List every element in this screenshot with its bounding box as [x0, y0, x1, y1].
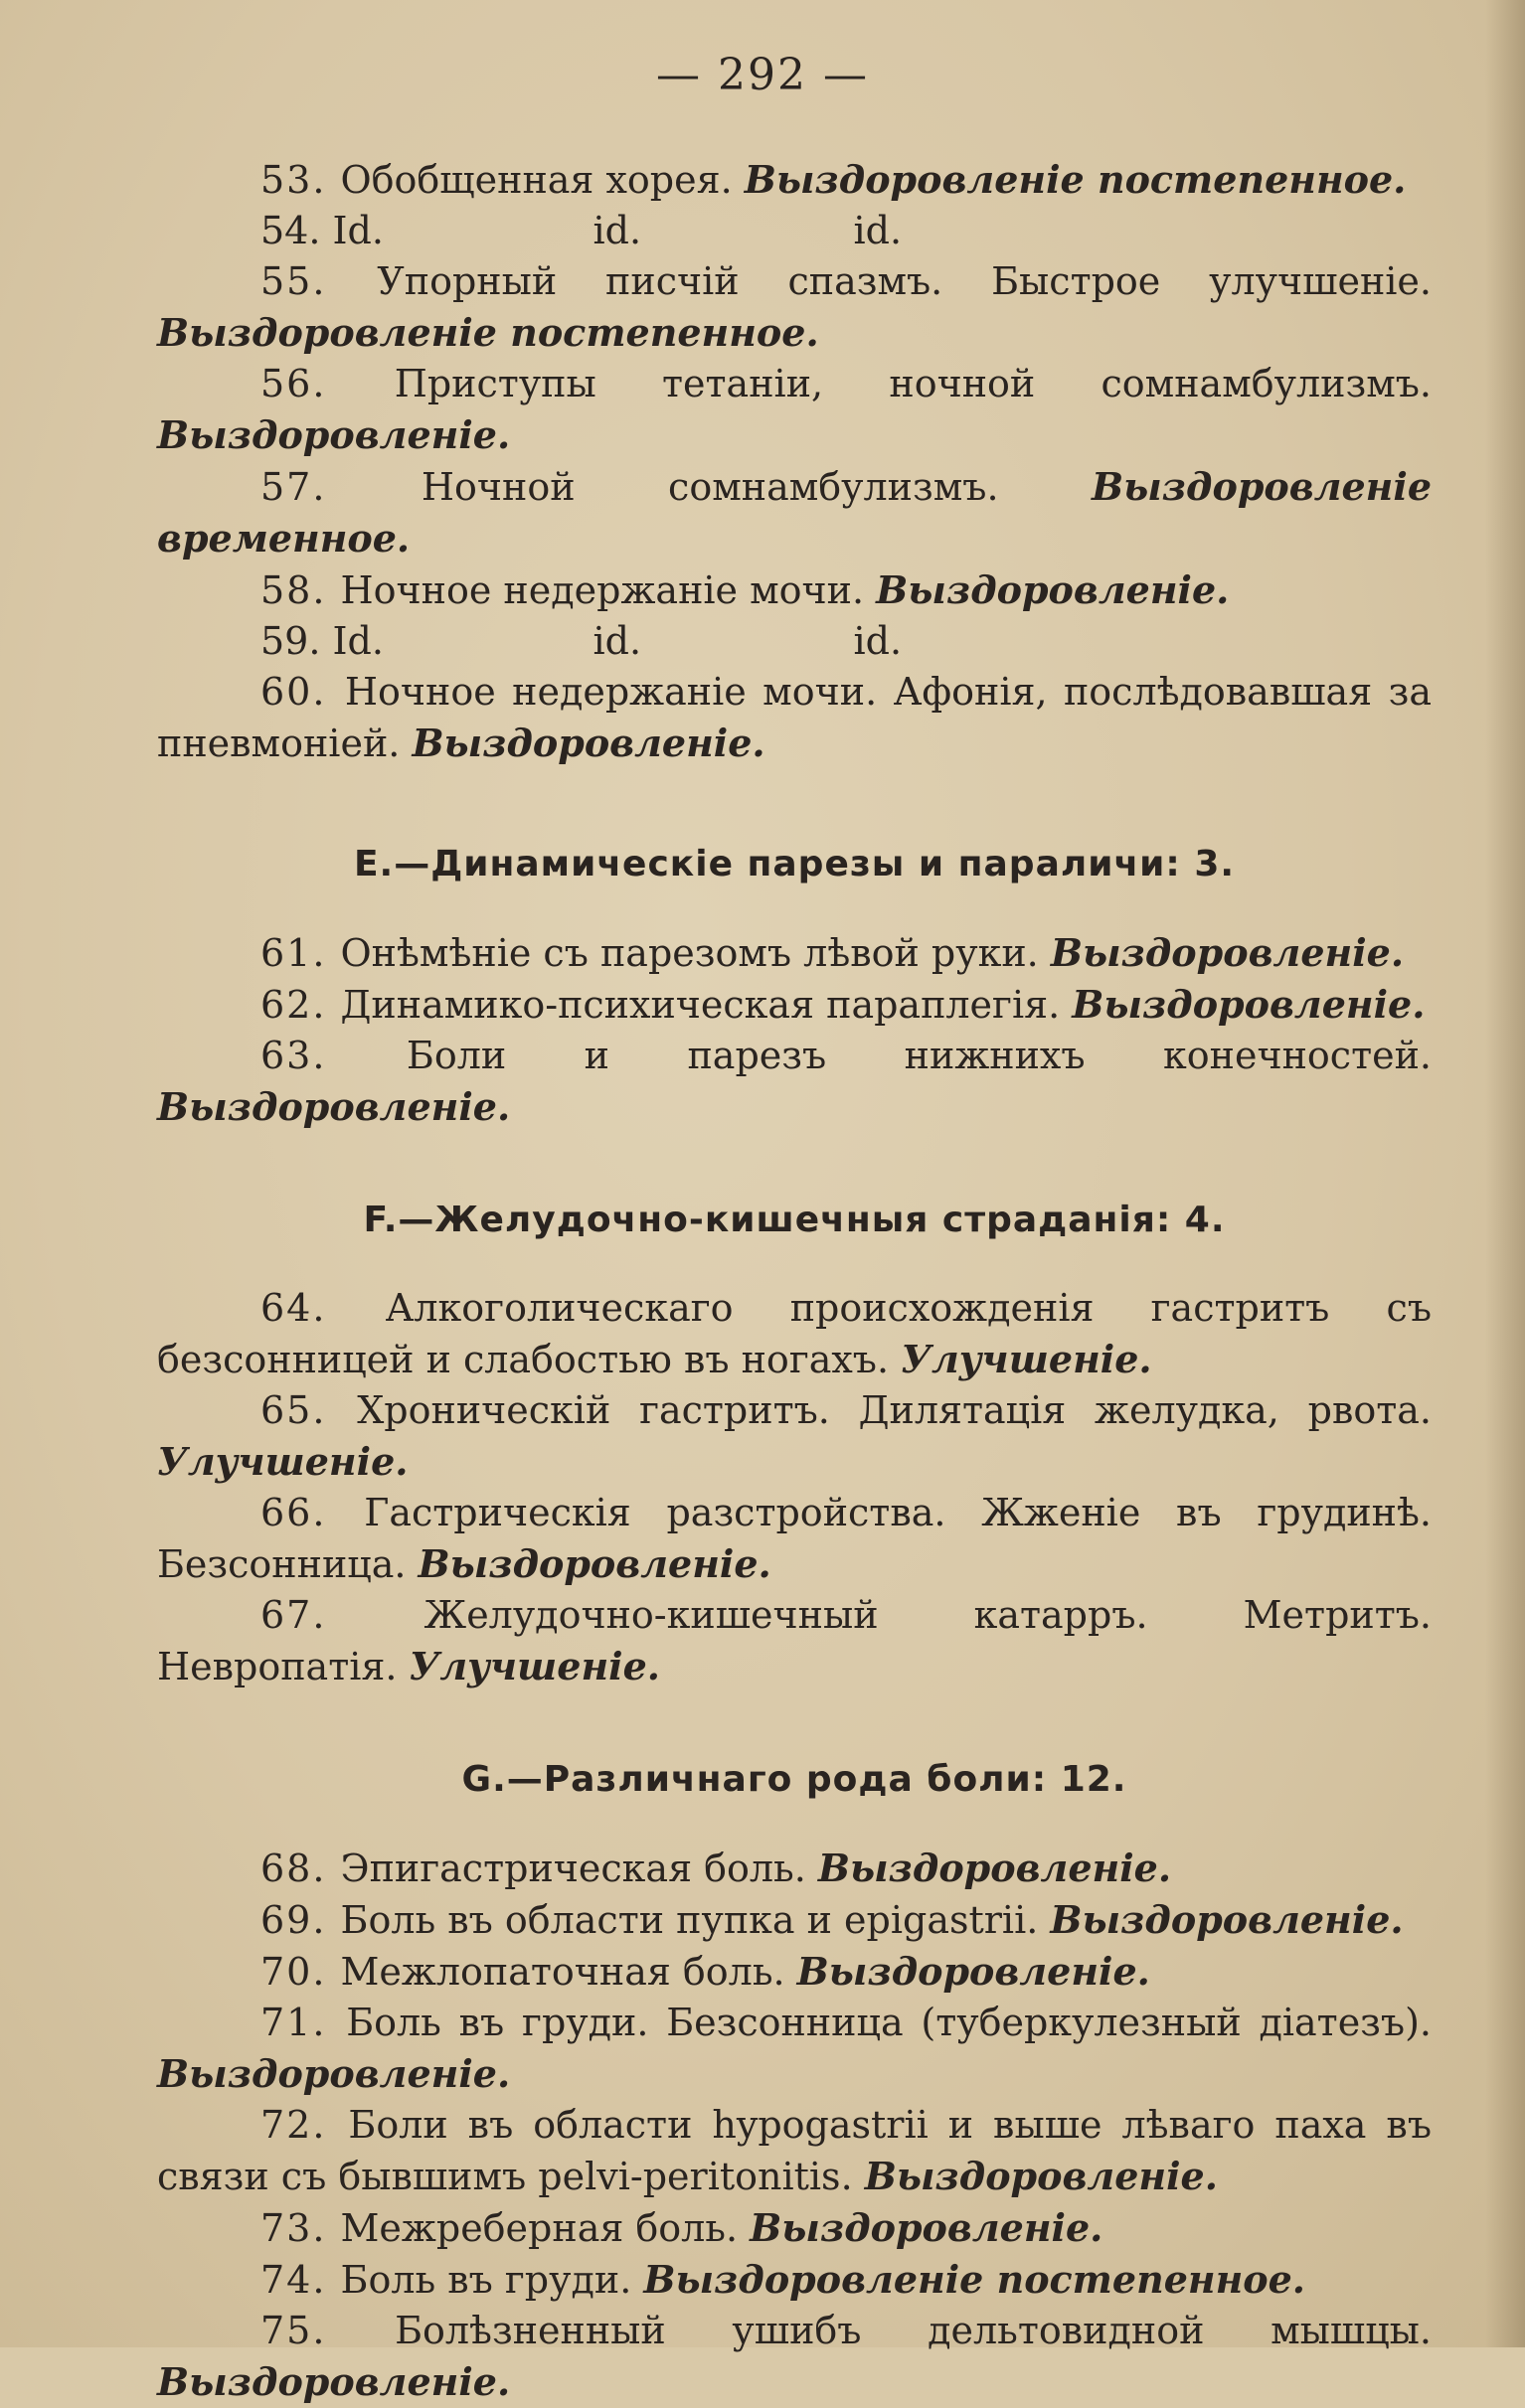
entry-id-row	[260, 206, 1432, 256]
entry-number: 71.	[260, 2001, 347, 2044]
entry-outcome: Выздоровленіе.	[817, 1846, 1172, 1890]
entry	[157, 2254, 1432, 2306]
entry-number: 68.	[260, 1846, 341, 1890]
entry-number: 75.	[260, 2309, 396, 2352]
entry-text: Онѣмѣніе съ парезомъ лѣвой руки.	[340, 931, 1051, 975]
entry-text: Хроническій гастритъ. Дилятація желудка, рвота.	[357, 1388, 1432, 1432]
entry	[157, 1894, 1432, 1946]
entry-text: Боли въ области hypogastrii и выше лѣваго паха въ связи съ бывшимъ pelvi-peritonitis.	[157, 2103, 1432, 2198]
entry	[157, 1385, 1432, 1488]
entries-top	[157, 154, 1432, 769]
entry	[157, 256, 1432, 359]
entry	[157, 1946, 1432, 1998]
entry-text: Боль въ груди. Безсонница (туберкулезный діатезъ).	[346, 2001, 1432, 2044]
entry-id-mark: id.	[853, 209, 903, 252]
entry	[157, 1590, 1432, 1692]
entry	[157, 1283, 1432, 1385]
entry-number: 55.	[260, 259, 378, 303]
entry-text: Болѣзненный ушибъ дельтовидной мышцы.	[395, 2309, 1432, 2352]
entry-text: Желудочно-кишечный катарръ. Метритъ. Невропатія.	[157, 1593, 1432, 1688]
entry-number: 62.	[260, 983, 341, 1027]
entry-text: Динамико-психическая параплегія.	[340, 983, 1073, 1027]
entry-number: 65.	[260, 1388, 358, 1432]
section-heading-g: G.—Различнаго рода боли: 12.	[461, 1759, 1127, 1800]
entries-section-g	[157, 1843, 1432, 2408]
entry	[157, 2306, 1432, 2408]
entry-number: 66.	[260, 1491, 365, 1534]
entry-outcome: Выздоровленіе.	[1072, 982, 1426, 1027]
entry-outcome: Выздоровленіе.	[157, 2051, 511, 2096]
entry-text: Приступы тетаніи, ночной сомнамбулизмъ.	[394, 362, 1433, 405]
entry-outcome: Выздоровленіе.	[157, 2359, 511, 2404]
entry-outcome: Выздоровленіе.	[864, 2154, 1218, 2198]
entry-outcome: Улучшеніе.	[901, 1337, 1152, 1381]
entry-number: 67.	[260, 1593, 424, 1637]
entry-id-mark: Id.	[332, 209, 384, 252]
entry	[157, 927, 1432, 979]
entry-text: Ночное недержаніе мочи. Афонія, послѣдовавшая за пневмоніей.	[157, 670, 1432, 765]
entry-number: 54.	[260, 209, 333, 252]
entry-text: Межлопаточная боль.	[340, 1950, 797, 1994]
entry-number: 63.	[260, 1034, 407, 1077]
entry	[157, 1998, 1432, 2100]
entry-outcome: Выздоровленіе.	[1050, 930, 1405, 975]
entry-outcome: Выздоровленіе.	[876, 567, 1230, 612]
entry	[157, 359, 1432, 461]
entry-text: Обобщенная хорея.	[340, 158, 745, 202]
entry-outcome: Выздоровленіе постепенное.	[643, 2257, 1306, 2302]
entry-number: 61.	[260, 931, 341, 975]
entry-number: 73.	[260, 2206, 341, 2250]
entry-id-mark: id.	[593, 209, 642, 252]
entry-outcome: Выздоровленіе.	[157, 1084, 511, 1129]
entry-text: Межреберная боль.	[340, 2206, 751, 2250]
entry-number: 58.	[260, 568, 341, 612]
entry-text: Ночное недержаніе мочи.	[340, 568, 877, 612]
page-edge-shadow	[1485, 0, 1525, 2347]
entry	[157, 461, 1432, 564]
entry	[157, 2202, 1432, 2254]
entry-outcome: Выздоровленіе постепенное.	[744, 157, 1407, 202]
entry-text: Гастрическія разстройства. Жженіе въ грудинѣ. Безсонница.	[157, 1491, 1432, 1586]
entry-id-mark: id.	[853, 619, 903, 663]
section-heading-e: E.—Динамическіе парезы и параличи: 3.	[353, 844, 1236, 884]
entry-text: Боль въ груди.	[340, 2258, 644, 2302]
entry-outcome: Выздоровленіе временное.	[157, 464, 1432, 561]
entry-text: Ночной сомнамбулизмъ.	[421, 465, 1093, 509]
entry-outcome: Улучшеніе.	[157, 1439, 409, 1484]
entry-number: 59.	[260, 619, 333, 663]
entry-number: 53.	[260, 158, 341, 202]
entry-outcome: Выздоровленіе.	[796, 1949, 1150, 1994]
text-column	[157, 154, 1432, 2408]
entry-text: Боли и парезъ нижнихъ конечностей.	[406, 1034, 1432, 1077]
entry	[157, 154, 1432, 206]
entry	[157, 1488, 1432, 1590]
entries-section-e	[157, 927, 1432, 1133]
entry-number: 60.	[260, 670, 345, 714]
entry-text: Упорный писчій спазмъ. Быстрое улучшеніе.	[377, 259, 1432, 303]
entry	[157, 667, 1432, 769]
entry-number: 56.	[260, 362, 395, 405]
entry-text: Боль въ области пупка и epigastrii.	[340, 1898, 1051, 1942]
section-heading-f: F.—Желудочно-кишечныя страданія: 4.	[363, 1200, 1226, 1240]
entry-number: 57.	[260, 465, 422, 509]
entry-outcome: Выздоровленіе постепенное.	[157, 310, 819, 355]
entry	[157, 979, 1432, 1031]
page-number: — 292 —	[656, 50, 869, 100]
entry-id-mark: id.	[593, 619, 642, 663]
entry-number: 69.	[260, 1898, 341, 1942]
entry	[157, 1031, 1432, 1133]
entry-outcome: Выздоровленіе.	[418, 1541, 771, 1586]
entries-section-f	[157, 1283, 1432, 1692]
entry-outcome: Выздоровленіе.	[412, 721, 765, 765]
entry-number: 70.	[260, 1950, 341, 1994]
entry-outcome: Выздоровленіе.	[157, 412, 511, 457]
entry-outcome: Выздоровленіе.	[1050, 1897, 1404, 1942]
entry-id-row	[260, 616, 1432, 667]
entry-outcome: Выздоровленіе.	[750, 2205, 1103, 2250]
entry-number: 64.	[260, 1286, 386, 1330]
entry	[157, 564, 1432, 616]
entry	[157, 1843, 1432, 1894]
entry-text: Эпигастрическая боль.	[340, 1846, 818, 1890]
entry	[157, 2100, 1432, 2202]
entry-number: 74.	[260, 2258, 341, 2302]
entry-text: Алкоголическаго происхожденія гастритъ съ безсонницей и слабостью въ ногахъ.	[157, 1286, 1432, 1381]
entry-outcome: Улучшеніе.	[409, 1644, 660, 1688]
entry-number: 72.	[260, 2103, 349, 2147]
entry-id-mark: Id.	[332, 619, 384, 663]
